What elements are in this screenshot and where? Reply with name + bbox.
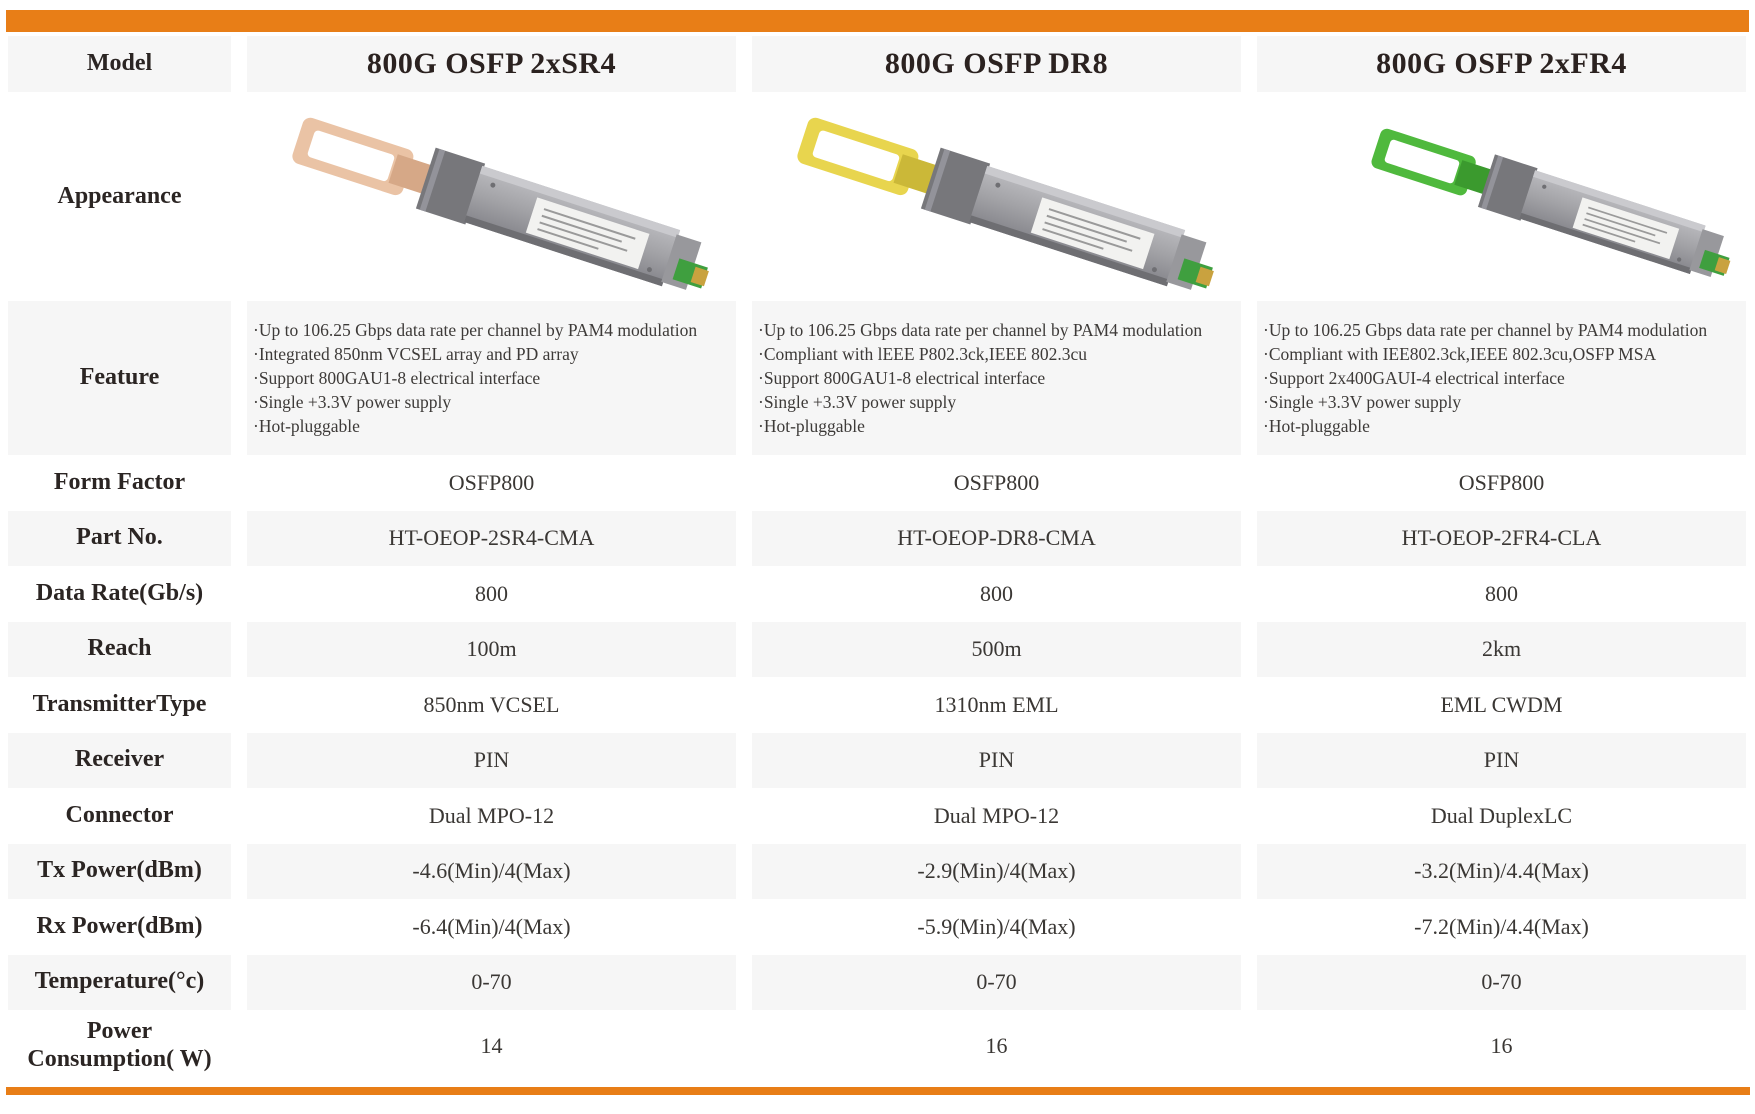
top-accent-bar [6,10,1749,32]
spec-value: PIN [247,733,736,789]
spec-value: 800 [475,580,508,606]
spec-value: -2.9(Min)/4(Max) [752,844,1241,900]
feature-item: ·Support 2x400GAUI-4 electrical interface [1263,367,1565,388]
spec-value: PIN [752,733,1241,789]
spec-label: Tx Power(dBm) [8,844,231,900]
row-appearance [8,92,1755,301]
feature-item: ·Single +3.3V power supply [1263,392,1462,413]
feature-item: ·Up to 106.25 Gbps data rate per channel by PAM4 modulation [253,319,698,340]
feature-item: ·Hot-pluggable [1263,416,1370,437]
feature-item: ·Hot-pluggable [758,416,865,437]
spec-value: Dual MPO-12 [428,802,555,828]
row-rx-power [8,899,1755,955]
feature-item: ·Up to 106.25 Gbps data rate per channel by PAM4 modulation [758,319,1203,340]
spec-value: 2km [1257,622,1746,678]
feature-item: ·Hot-pluggable [253,416,360,437]
spec-value: 16 [985,1033,1008,1058]
row-transmitter-type [8,677,1755,733]
feature-list-2xfr4 [1257,301,1746,455]
spec-label: Form Factor [53,468,186,495]
appearance-cell-2xsr4 [247,92,736,301]
row-data-rate [8,566,1755,622]
row-label-model: Model [8,36,231,92]
feature-item: ·Compliant with IEE802.3ck,IEEE 802.3cu,OSFP MSA [1263,343,1657,364]
row-reach [8,622,1755,678]
row-part-no [8,511,1755,567]
spec-label: Power Consumption( W) [27,1018,212,1072]
row-tx-power [8,844,1755,900]
row-label-feature: Feature [8,301,231,455]
spec-value: HT-OEOP-2SR4-CMA [247,511,736,567]
spec-value: OSFP800 [953,469,1040,495]
appearance-cell-dr8 [752,92,1241,301]
row-form-factor [8,455,1755,511]
bottom-accent-bar [6,1087,1750,1095]
spec-value: 850nm VCSEL [423,691,560,717]
spec-value: 14 [480,1033,503,1058]
spec-value: 500m [752,622,1241,678]
feature-item: ·Single +3.3V power supply [253,392,452,413]
spec-label: Connector [65,801,174,828]
model-name-2xsr4: 800G OSFP 2xSR4 [247,36,736,92]
feature-list-dr8 [752,301,1241,455]
feature-item: ·Single +3.3V power supply [758,392,957,413]
spec-value: -5.9(Min)/4(Max) [917,913,1076,939]
row-connector [8,788,1755,844]
model-name-2xfr4: 800G OSFP 2xFR4 [1257,36,1746,92]
feature-item: ·Compliant with lEEE P802.3ck,IEEE 802.3cu [758,343,1088,364]
spec-label: TransmitterType [32,690,207,717]
spec-value: 16 [1490,1033,1513,1058]
row-feature [8,301,1755,455]
feature-list-2xsr4 [247,301,736,455]
spec-value: 0-70 [247,955,736,1011]
feature-item: ·Support 800GAU1-8 electrical interface [758,367,1046,388]
spec-value: -4.6(Min)/4(Max) [247,844,736,900]
spec-value: -6.4(Min)/4(Max) [412,913,571,939]
spec-label: Reach [8,622,231,678]
spec-table [8,36,1755,1082]
spec-label: Temperature(°c) [8,955,231,1011]
spec-label: Rx Power(dBm) [36,912,203,939]
spec-value: PIN [1257,733,1746,789]
spec-value: HT-OEOP-2FR4-CLA [1257,511,1746,567]
appearance-cell-2xfr4 [1257,92,1746,301]
spec-label: Data Rate(Gb/s) [35,579,204,606]
model-name-dr8: 800G OSFP DR8 [752,36,1241,92]
spec-value: OSFP800 [448,469,535,495]
spec-value: 0-70 [752,955,1241,1011]
spec-label: Receiver [8,733,231,789]
spec-value: EML CWDM [1440,691,1563,717]
row-temperature [8,955,1755,1011]
feature-item: ·Support 800GAU1-8 electrical interface [253,367,541,388]
spec-value: 800 [1485,580,1518,606]
feature-item: ·Integrated 850nm VCSEL array and PD array [253,343,579,364]
spec-value: -3.2(Min)/4.4(Max) [1257,844,1746,900]
transceiver-photo-dr8 [762,94,1232,300]
transceiver-photo-2xsr4 [257,94,727,300]
spec-value: 0-70 [1257,955,1746,1011]
spec-value: 1310nm EML [934,691,1059,717]
row-label-appearance: Appearance [57,182,182,209]
spec-value: Dual MPO-12 [933,802,1060,828]
spec-value: -7.2(Min)/4.4(Max) [1414,913,1589,939]
spec-label: Part No. [8,511,231,567]
spec-value: HT-OEOP-DR8-CMA [752,511,1241,567]
spec-value: OSFP800 [1458,469,1545,495]
spec-value: Dual DuplexLC [1430,802,1573,828]
row-model [8,36,1755,92]
row-power-consumption [8,1010,1755,1082]
row-receiver [8,733,1755,789]
spec-value: 800 [980,580,1013,606]
transceiver-photo-2xfr4 [1341,94,1746,300]
feature-item: ·Up to 106.25 Gbps data rate per channel by PAM4 modulation [1263,319,1708,340]
spec-value: 100m [247,622,736,678]
